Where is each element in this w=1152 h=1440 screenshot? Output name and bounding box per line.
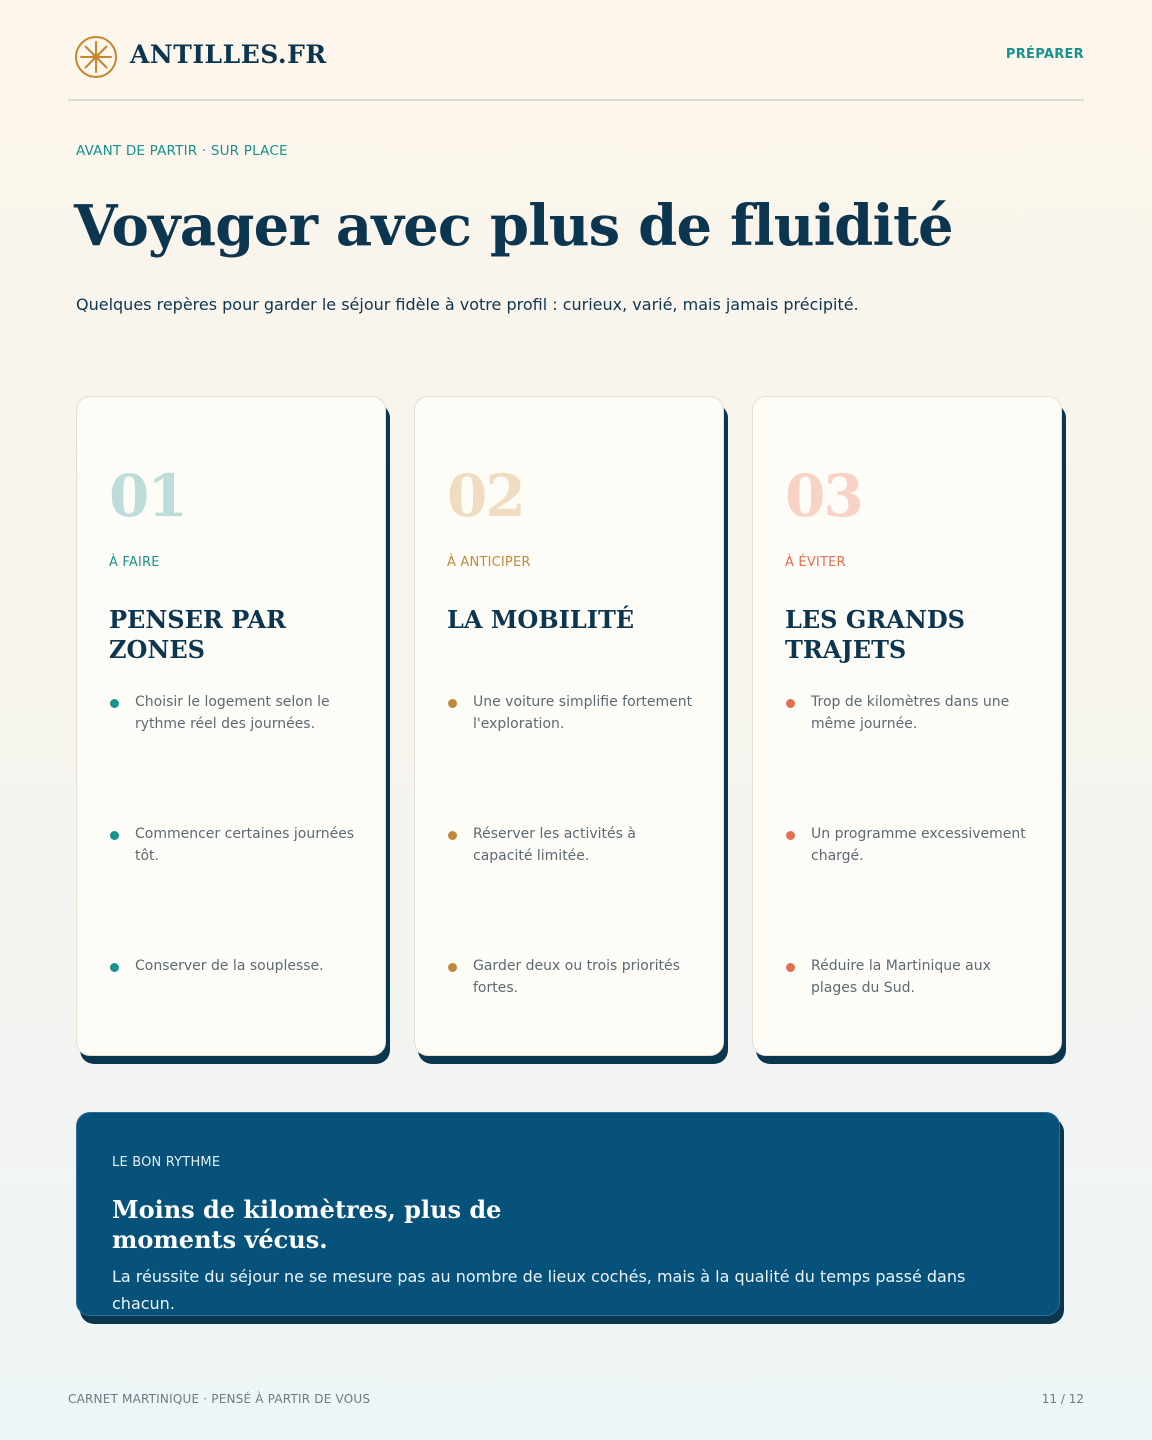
banner-tag: LE BON RYTHME [112, 1155, 221, 1170]
banner-title: Moins de kilomètres, plus de moments vécus. [112, 1195, 502, 1254]
list-item-text: Trop de kilomètres dans une même journée. [811, 694, 1010, 732]
bullet-dot-icon [448, 699, 457, 708]
bullet-dot-icon [786, 831, 795, 840]
bullet-dot-icon [448, 963, 457, 972]
compass-star-icon[interactable] [74, 35, 118, 79]
header-divider [68, 99, 1084, 101]
page-title: Voyager avec plus de fluidité [74, 193, 953, 259]
page-number: 11 / 12 [1041, 1392, 1084, 1406]
list-item-text: Choisir le logement selon le rythme réel des journées. [135, 694, 330, 732]
card-number: 02 [447, 462, 524, 530]
brand-name[interactable]: ANTILLES.FR [130, 40, 327, 69]
page-lead: Quelques repères pour garder le séjour fidèle à votre profil : curieux, varié, mais jamais précipité. [76, 295, 859, 314]
card-a-eviter [752, 396, 1062, 1056]
card-tag: À ANTICIPER [447, 555, 531, 570]
bullet-dot-icon [448, 831, 457, 840]
card-number: 01 [109, 462, 186, 530]
bullet-dot-icon [110, 831, 119, 840]
bullet-dot-icon [110, 963, 119, 972]
card-tag: À ÉVITER [785, 555, 846, 570]
list-item [785, 823, 1035, 867]
list-item [447, 691, 697, 735]
card-title: LA MOBILITÉ [447, 605, 635, 634]
card-tag: À FAIRE [109, 555, 160, 570]
card-number: 03 [785, 462, 862, 530]
card-title: LES GRANDS TRAJETS [785, 605, 965, 664]
list-item [447, 823, 697, 867]
rhythm-banner [76, 1112, 1060, 1316]
card-a-faire [76, 396, 386, 1056]
list-item [785, 691, 1035, 735]
bullet-dot-icon [786, 963, 795, 972]
list-item-text: Une voiture simplifie fortement l'exploration. [473, 694, 693, 732]
nav-link-preparer[interactable]: PRÉPARER [1005, 47, 1084, 62]
banner-text: La réussite du séjour ne se mesure pas au nombre de lieux cochés, mais à la qualité du temps passé dans chacun. [112, 1267, 966, 1313]
list-item-text: Commencer certaines journées tôt. [135, 826, 355, 864]
list-item-text: Réduire la Martinique aux plages du Sud. [811, 958, 991, 996]
list-item [447, 955, 697, 999]
list-item [785, 955, 1035, 999]
card-a-anticiper [414, 396, 724, 1056]
list-item [109, 955, 359, 977]
footer-label: CARNET MARTINIQUE · PENSÉ À PARTIR DE VOUS [68, 1392, 371, 1406]
list-item-text: Réserver les activités à capacité limitée. [473, 826, 636, 864]
list-item-text: Conserver de la souplesse. [135, 958, 324, 974]
bullet-dot-icon [786, 699, 795, 708]
section-kicker: AVANT DE PARTIR · SUR PLACE [76, 143, 288, 159]
list-item-text: Garder deux ou trois priorités fortes. [473, 958, 680, 996]
list-item [109, 823, 359, 867]
bullet-dot-icon [110, 699, 119, 708]
list-item-text: Un programme excessivement chargé. [811, 826, 1026, 864]
list-item [109, 691, 359, 735]
card-title: PENSER PAR ZONES [109, 605, 287, 664]
